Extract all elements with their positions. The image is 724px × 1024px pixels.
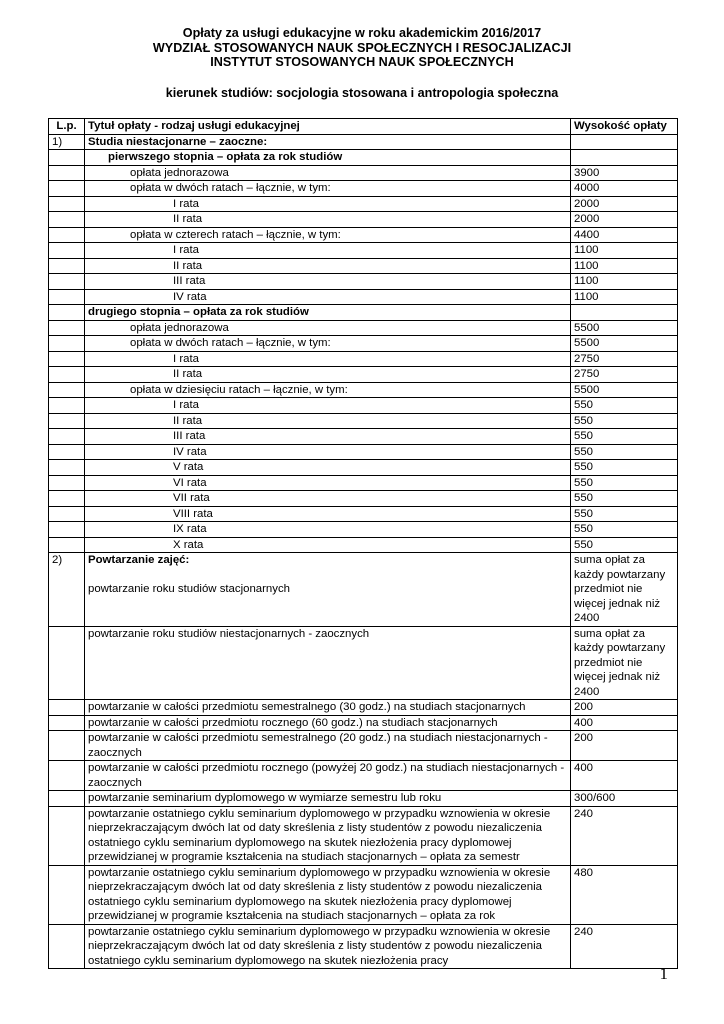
row-fee-title (85, 522, 571, 538)
row-lp (49, 700, 85, 716)
row-lp (49, 212, 85, 228)
row-amount: 550 (571, 506, 678, 522)
fee-title-text: powtarzanie ostatniego cyklu seminarium dyplomowego w przypadku wznowienia w okresie nieprzekraczającym dwóch lat od daty skreślenia z listy studentów z powodu niezaliczenia ostatniego cyklu seminarium dyplomowego na skutek niezłożenia pracy dyplomowej przewidzianej w programie kształcenia na studiach stacjonarnych – opłata za semestr (88, 807, 551, 863)
page-number: 1 (659, 964, 668, 983)
row-lp (49, 165, 85, 181)
title-line-2: WYDZIAŁ STOSOWANYCH NAUK SPOŁECZNYCH I RESOCJALIZACJI (152, 40, 572, 55)
row-lp (49, 791, 85, 807)
table-row (49, 274, 678, 290)
row-lp (49, 626, 85, 700)
row-fee-title (85, 367, 571, 383)
table-row (49, 475, 678, 491)
fee-title-text: VI rata (173, 476, 207, 489)
row-fee-title (85, 491, 571, 507)
row-amount: 200 (571, 731, 678, 761)
row-lp (49, 444, 85, 460)
fee-title-text: I rata (173, 244, 199, 256)
table-row (49, 134, 678, 150)
table-row (49, 791, 678, 807)
row-lp (49, 367, 85, 383)
row-lp (49, 274, 85, 290)
row-amount: 550 (571, 398, 678, 414)
row-fee-title (85, 761, 571, 791)
table-row (49, 460, 678, 476)
row-lp: 1) (49, 134, 85, 150)
row-fee-title (85, 243, 571, 259)
table-row (49, 336, 678, 352)
table-row (49, 924, 678, 969)
table-row (49, 181, 678, 197)
table-row (49, 398, 678, 414)
fee-title-text: IX rata (173, 523, 207, 535)
fee-title-text: powtarzanie w całości przedmiotu semestralnego (20 godz.) na studiach niestacjonarnych - zaocznych (88, 732, 548, 759)
table-row (49, 258, 678, 274)
table-row (49, 382, 678, 398)
fee-title-text: IV rata (173, 290, 207, 303)
row-fee-title (85, 336, 571, 352)
table-row (49, 553, 678, 627)
row-amount: 1100 (571, 289, 678, 305)
title-line-3: INSTYTUT STOSOWANYCH NAUK SPOŁECZNYCH (210, 55, 514, 69)
fee-title-text: V rata (173, 461, 204, 473)
row-fee-title (85, 320, 571, 336)
row-amount: 1100 (571, 243, 678, 259)
row-fee-title (85, 865, 571, 924)
row-amount: 200 (571, 700, 678, 716)
table-row (49, 212, 678, 228)
fee-title-text: Powtarzanie zajęć: (88, 554, 190, 566)
fees-table (48, 118, 678, 969)
row-lp (49, 320, 85, 336)
study-field-subtitle: kierunek studiów: socjologia stosowana i antropologia społeczna (165, 86, 559, 100)
row-lp (49, 731, 85, 761)
row-amount (571, 150, 678, 166)
fee-title-text: opłata jednorazowa (130, 166, 229, 179)
fee-title-text: powtarzanie roku studiów niestacjonarnych - zaocznych (88, 627, 370, 640)
row-fee-title (85, 196, 571, 212)
row-amount: 4400 (571, 227, 678, 243)
fee-title-text: opłata w dziesięciu ratach – łącznie, w tym: (130, 383, 348, 396)
table-row (49, 444, 678, 460)
table-row (49, 305, 678, 321)
fee-title-text: II rata (173, 259, 203, 272)
table-row (49, 700, 678, 716)
row-fee-title (85, 351, 571, 367)
row-amount: 550 (571, 444, 678, 460)
row-amount: 5500 (571, 382, 678, 398)
table-header-row (49, 119, 678, 135)
row-amount: 5500 (571, 336, 678, 352)
fee-title-text: I rata (173, 352, 199, 365)
row-lp: 2) (49, 553, 85, 627)
fee-title-text: opłata w czterech ratach – łącznie, w tym: (130, 228, 341, 241)
row-fee-title (85, 305, 571, 321)
fee-title-text: I rata (173, 399, 199, 411)
fee-title-text: drugiego stopnia – opłata za rok studiów (88, 306, 309, 318)
row-fee-title (85, 413, 571, 429)
row-fee-title (85, 700, 571, 716)
row-fee-title (85, 212, 571, 228)
row-lp (49, 865, 85, 924)
row-lp (49, 351, 85, 367)
row-amount: 550 (571, 491, 678, 507)
row-fee-title (85, 626, 571, 700)
row-fee-title (85, 506, 571, 522)
row-fee-title (85, 444, 571, 460)
row-amount: 1100 (571, 274, 678, 290)
table-row (49, 506, 678, 522)
row-amount: 550 (571, 413, 678, 429)
table-row (49, 413, 678, 429)
row-lp (49, 398, 85, 414)
row-amount: 2000 (571, 212, 678, 228)
row-amount (571, 134, 678, 150)
row-lp (49, 429, 85, 445)
table-row (49, 522, 678, 538)
fee-title-text: III rata (173, 430, 206, 442)
row-fee-title (85, 924, 571, 969)
table-row (49, 367, 678, 383)
row-amount: 5500 (571, 320, 678, 336)
row-fee-title (85, 806, 571, 865)
row-lp (49, 460, 85, 476)
row-amount (571, 305, 678, 321)
title-line-1: Opłaty za usługi edukacyjne w roku akademickim 2016/2017 (182, 26, 542, 40)
fee-title-extra: powtarzanie roku studiów stacjonarnych (88, 583, 290, 595)
row-fee-title (85, 227, 571, 243)
fee-title-text: opłata jednorazowa (130, 321, 229, 334)
fee-title-text: opłata w dwóch ratach – łącznie, w tym: (130, 337, 331, 349)
row-lp (49, 289, 85, 305)
row-amount: 550 (571, 429, 678, 445)
row-amount: suma opłat za każdy powtarzany przedmiot nie więcej jednak niż 2400 (571, 553, 678, 627)
row-amount: 1100 (571, 258, 678, 274)
row-lp (49, 258, 85, 274)
row-lp (49, 761, 85, 791)
fee-title-text: powtarzanie w całości przedmiotu semestralnego (30 godz.) na studiach stacjonarnych (88, 701, 526, 713)
row-fee-title (85, 553, 571, 627)
row-lp (49, 491, 85, 507)
row-fee-title (85, 165, 571, 181)
row-amount: 550 (571, 522, 678, 538)
row-fee-title (85, 181, 571, 197)
fee-title-text: VIII rata (173, 507, 213, 520)
table-row (49, 761, 678, 791)
fee-title-text: Studia niestacjonarne – zaoczne: (88, 135, 268, 148)
row-lp (49, 506, 85, 522)
row-lp (49, 336, 85, 352)
row-amount: 240 (571, 806, 678, 865)
row-fee-title (85, 382, 571, 398)
fee-title-text: powtarzanie w całości przedmiotu rocznego (60 godz.) na studiach stacjonarnych (88, 716, 498, 729)
row-lp (49, 522, 85, 538)
fee-title-text: X rata (173, 538, 204, 551)
table-row (49, 165, 678, 181)
header-amount: Wysokość opłaty (571, 119, 678, 135)
fee-title-text: III rata (173, 275, 206, 287)
row-fee-title (85, 537, 571, 553)
table-row (49, 491, 678, 507)
row-lp (49, 715, 85, 731)
row-amount: 550 (571, 475, 678, 491)
row-amount: 300/600 (571, 791, 678, 807)
row-lp (49, 413, 85, 429)
table-row (49, 227, 678, 243)
table-row (49, 243, 678, 259)
row-amount: 2000 (571, 196, 678, 212)
row-lp (49, 243, 85, 259)
table-row (49, 289, 678, 305)
fee-title-text: I rata (173, 197, 199, 210)
document-title (0, 26, 724, 70)
row-lp (49, 475, 85, 491)
row-fee-title (85, 429, 571, 445)
fee-title-text: II rata (173, 368, 203, 380)
table-row (49, 731, 678, 761)
row-lp (49, 305, 85, 321)
row-amount: 550 (571, 537, 678, 553)
row-amount: 240 (571, 924, 678, 969)
row-fee-title (85, 731, 571, 761)
table-row (49, 429, 678, 445)
table-row (49, 865, 678, 924)
row-amount: 3900 (571, 165, 678, 181)
table-row (49, 196, 678, 212)
row-lp (49, 181, 85, 197)
row-amount: 400 (571, 761, 678, 791)
row-fee-title (85, 475, 571, 491)
fee-title-text: VII rata (173, 492, 210, 504)
table-row (49, 320, 678, 336)
table-row (49, 351, 678, 367)
fee-title-text: powtarzanie seminarium dyplomowego w wymiarze semestru lub roku (88, 792, 442, 804)
row-fee-title (85, 791, 571, 807)
row-lp (49, 382, 85, 398)
row-amount: 2750 (571, 351, 678, 367)
row-amount: 400 (571, 715, 678, 731)
row-lp (49, 924, 85, 969)
row-lp (49, 806, 85, 865)
row-fee-title (85, 134, 571, 150)
table-row (49, 715, 678, 731)
row-amount: 550 (571, 460, 678, 476)
fee-title-text: powtarzanie ostatniego cyklu seminarium dyplomowego w przypadku wznowienia w okresie nieprzekraczającym dwóch lat od daty skreślenia z listy studentów z powodu niezaliczenia ostatniego cyklu seminarium dyplomowego na skutek niezłożenia pracy dyplomowej przewidzianej w programie kształcenia na studiach stacjonarnych – opłata za rok (88, 866, 551, 922)
row-lp (49, 150, 85, 166)
row-fee-title (85, 150, 571, 166)
row-lp (49, 537, 85, 553)
row-fee-title (85, 460, 571, 476)
fee-title-text: powtarzanie w całości przedmiotu rocznego (powyżej 20 godz.) na studiach niestacjonarnych - zaocznych (88, 762, 565, 789)
header-fee-title: Tytuł opłaty - rodzaj usługi edukacyjnej (85, 119, 571, 135)
row-fee-title (85, 274, 571, 290)
table-row (49, 150, 678, 166)
fee-title-text: II rata (173, 414, 203, 427)
fee-title-text: II rata (173, 213, 203, 225)
table-row (49, 806, 678, 865)
row-fee-title (85, 398, 571, 414)
fee-title-text: pierwszego stopnia – opłata za rok studiów (108, 151, 343, 163)
fee-title-text: opłata w dwóch ratach – łącznie, w tym: (130, 182, 331, 194)
row-lp (49, 196, 85, 212)
row-amount: suma opłat za każdy powtarzany przedmiot nie więcej jednak niż 2400 (571, 626, 678, 700)
table-row (49, 626, 678, 700)
row-amount: 2750 (571, 367, 678, 383)
row-fee-title (85, 258, 571, 274)
row-amount: 4000 (571, 181, 678, 197)
row-fee-title (85, 289, 571, 305)
fee-title-text: IV rata (173, 445, 207, 458)
row-amount: 480 (571, 865, 678, 924)
fee-title-text: powtarzanie ostatniego cyklu seminarium dyplomowego w przypadku wznowienia w okresie nieprzekraczającym dwóch lat od daty skreślenia z listy studentów z powodu niezaliczenia ostatniego cyklu seminarium dyplomowego na skutek niezłożenia pracy (88, 925, 551, 967)
header-lp: L.p. (49, 119, 85, 135)
table-row (49, 537, 678, 553)
row-fee-title (85, 715, 571, 731)
row-lp (49, 227, 85, 243)
